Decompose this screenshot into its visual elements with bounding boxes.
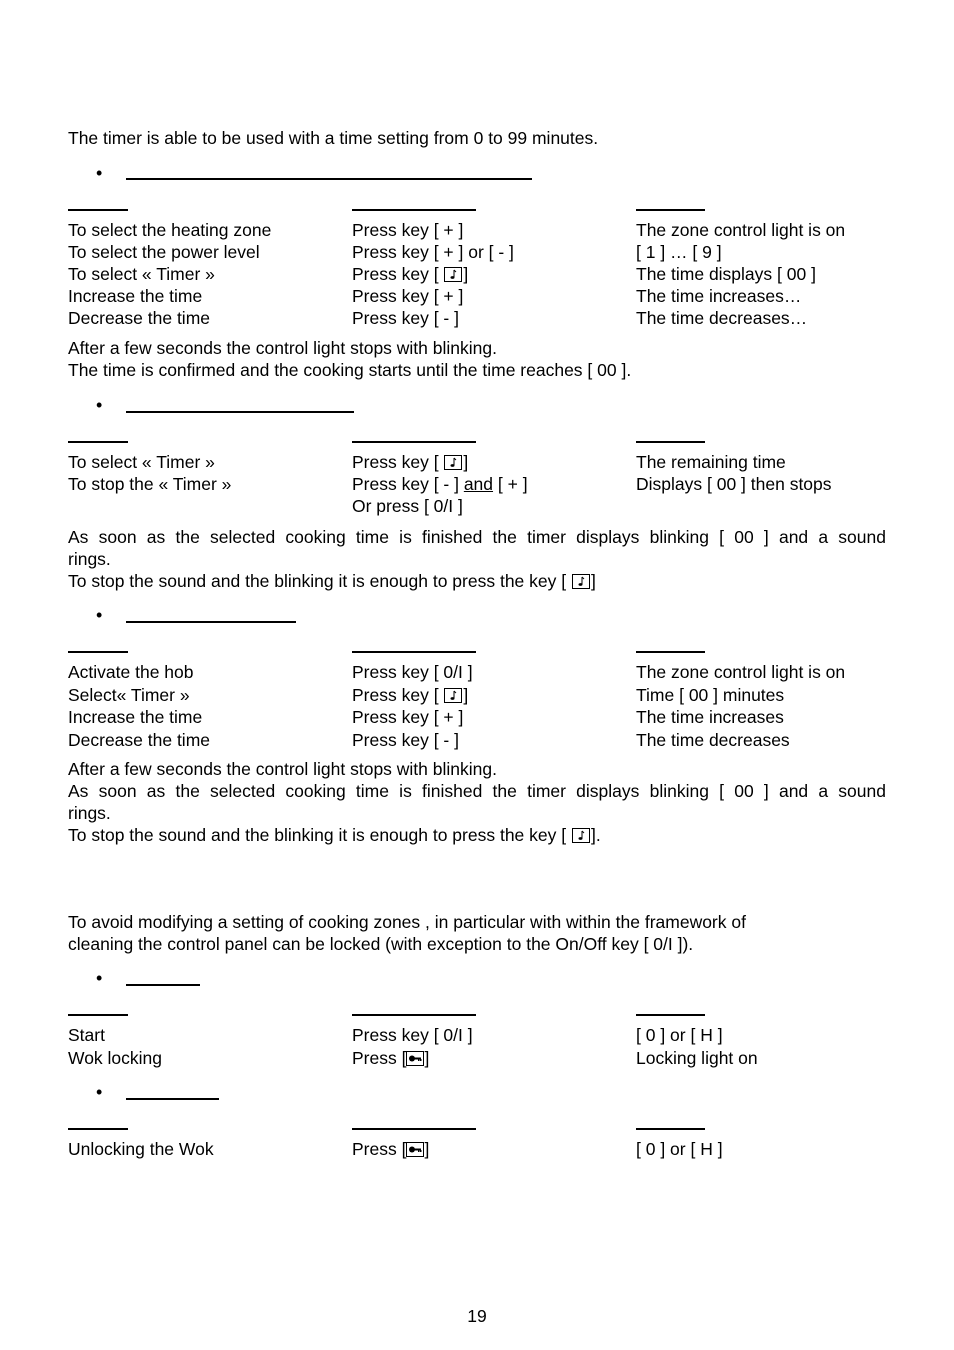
table-cell-action: To select « Timer »	[68, 452, 215, 472]
table-cell-result: Time [ 00 ] minutes	[636, 684, 785, 705]
table-cell-key: Press [ ]	[352, 1139, 430, 1159]
table-cell-result: The zone control light is on	[636, 662, 846, 682]
column-header-underline	[636, 441, 705, 443]
table-cell-result: The remaining time	[636, 452, 786, 472]
table-cell-action: To stop the « Timer »	[68, 474, 232, 494]
table-cell-action: Unlocking the Wok	[68, 1139, 214, 1159]
table-cell-action: Wok locking	[68, 1048, 163, 1068]
table-cell-result: Displays [ 00 ] then stops	[636, 474, 832, 494]
heading-underline	[126, 411, 354, 413]
note-line: To stop the sound and the blinking it is enough to press the key [ ].	[68, 825, 601, 845]
column-header-underline	[68, 209, 128, 211]
table-cell-key: Press [ ]	[352, 1048, 430, 1068]
column-header-underline	[636, 1014, 705, 1016]
timer-key-icon	[444, 688, 462, 703]
table-cell-key: Press key [ + ]	[352, 707, 464, 727]
table-cell-key: Press key [ ]	[352, 264, 469, 284]
table-cell-key: Or press [ 0/I ]	[352, 496, 463, 516]
column-header-underline	[636, 1128, 705, 1130]
heading-underline	[126, 178, 532, 180]
column-header-underline	[68, 651, 128, 653]
table-cell-action: Start	[68, 1025, 105, 1045]
note-line: rings.	[68, 803, 111, 823]
table-cell-result: [ 1 ] … [ 9 ]	[636, 242, 722, 262]
table-cell-result: [ 0 ] or [ H ]	[636, 1025, 723, 1045]
table-cell-result: Locking light on	[636, 1048, 758, 1068]
table-cell-key: Press key [ + ]	[352, 220, 464, 240]
bullet: •	[96, 395, 103, 415]
note-line: As soon as the selected cooking time is finished the timer displays blinking [ 00 ] and a sound	[68, 781, 886, 801]
table-cell-result: [ 0 ] or [ H ]	[636, 1139, 723, 1159]
bullet: •	[96, 163, 103, 183]
heading-underline	[126, 621, 296, 623]
lock-intro: To avoid modifying a setting of cooking zones , in particular with within the framework of	[68, 912, 746, 932]
table-cell-action: Increase the time	[68, 707, 203, 727]
bullet: •	[96, 1082, 103, 1102]
table-cell-key: Press key [ - ]	[352, 308, 459, 328]
note-line: As soon as the selected cooking time is finished the timer displays blinking [ 00 ] and a sound	[68, 527, 886, 547]
table-cell-action: To select the power level	[68, 242, 260, 262]
column-header-underline	[636, 651, 705, 653]
table-cell-result: The zone control light is on	[636, 220, 846, 240]
column-header-underline	[68, 441, 128, 443]
column-header-underline	[68, 1014, 128, 1016]
table-cell-result: The time decreases…	[636, 308, 808, 328]
table-cell-result: The time displays [ 00 ]	[636, 264, 816, 284]
timer-key-icon	[444, 455, 462, 470]
column-header-underline	[636, 209, 705, 211]
table-cell-action: Increase the time	[68, 286, 203, 306]
note-line: To stop the sound and the blinking it is enough to press the key [ ]	[68, 571, 596, 591]
bullet: •	[96, 605, 103, 625]
heading-underline	[126, 1098, 219, 1100]
table-cell-key: Press key [ - ] and [ + ]	[352, 474, 528, 494]
lock-intro: cleaning the control panel can be locked (with exception to the On/Off key [ 0/I ]).	[68, 934, 694, 954]
page-number: 19	[467, 1306, 487, 1326]
table-cell-key: Press key [ - ]	[352, 729, 459, 750]
table-cell-action: Decrease the time	[68, 308, 211, 328]
bullet: •	[96, 968, 103, 988]
table-cell-result: The time increases	[636, 707, 784, 727]
heading-underline	[126, 984, 200, 986]
table-cell-action: Decrease the time	[68, 729, 211, 750]
note-line: After a few seconds the control light stops with blinking.	[68, 759, 497, 779]
table-cell-action: Activate the hob	[68, 662, 194, 682]
timer-key-icon	[444, 267, 462, 282]
column-header-underline	[352, 1014, 476, 1016]
column-header-underline	[352, 651, 476, 653]
table-cell-action: To select « Timer »	[68, 264, 215, 284]
table-cell-key: Press key [ + ]	[352, 286, 464, 306]
timer-key-icon	[572, 828, 590, 843]
table-cell-key: Press key [ ]	[352, 452, 469, 472]
note-line: After a few seconds the control light stops with blinking.	[68, 338, 497, 358]
table-cell-key: Press key [ ]	[352, 684, 469, 705]
note-line: rings.	[68, 549, 111, 569]
column-header-underline	[352, 209, 476, 211]
timer-key-icon	[572, 574, 590, 589]
key-lock-icon	[406, 1051, 424, 1066]
column-header-underline	[352, 1128, 476, 1130]
table-cell-key: Press key [ 0/I ]	[352, 1025, 473, 1045]
table-cell-key: Press key [ + ] or [ - ]	[352, 242, 514, 262]
table-cell-action: Select« Timer »	[68, 684, 190, 705]
column-header-underline	[68, 1128, 128, 1130]
note-line: The time is confirmed and the cooking starts until the time reaches [ 00 ].	[68, 360, 632, 380]
table-cell-result: The time decreases	[636, 729, 790, 750]
table-cell-result: The time increases…	[636, 286, 802, 306]
timer-intro: The timer is able to be used with a time setting from 0 to 99 minutes.	[68, 128, 599, 148]
table-cell-action: To select the heating zone	[68, 220, 272, 240]
column-header-underline	[352, 441, 476, 443]
table-cell-key: Press key [ 0/I ]	[352, 662, 473, 682]
key-lock-icon	[406, 1142, 424, 1157]
